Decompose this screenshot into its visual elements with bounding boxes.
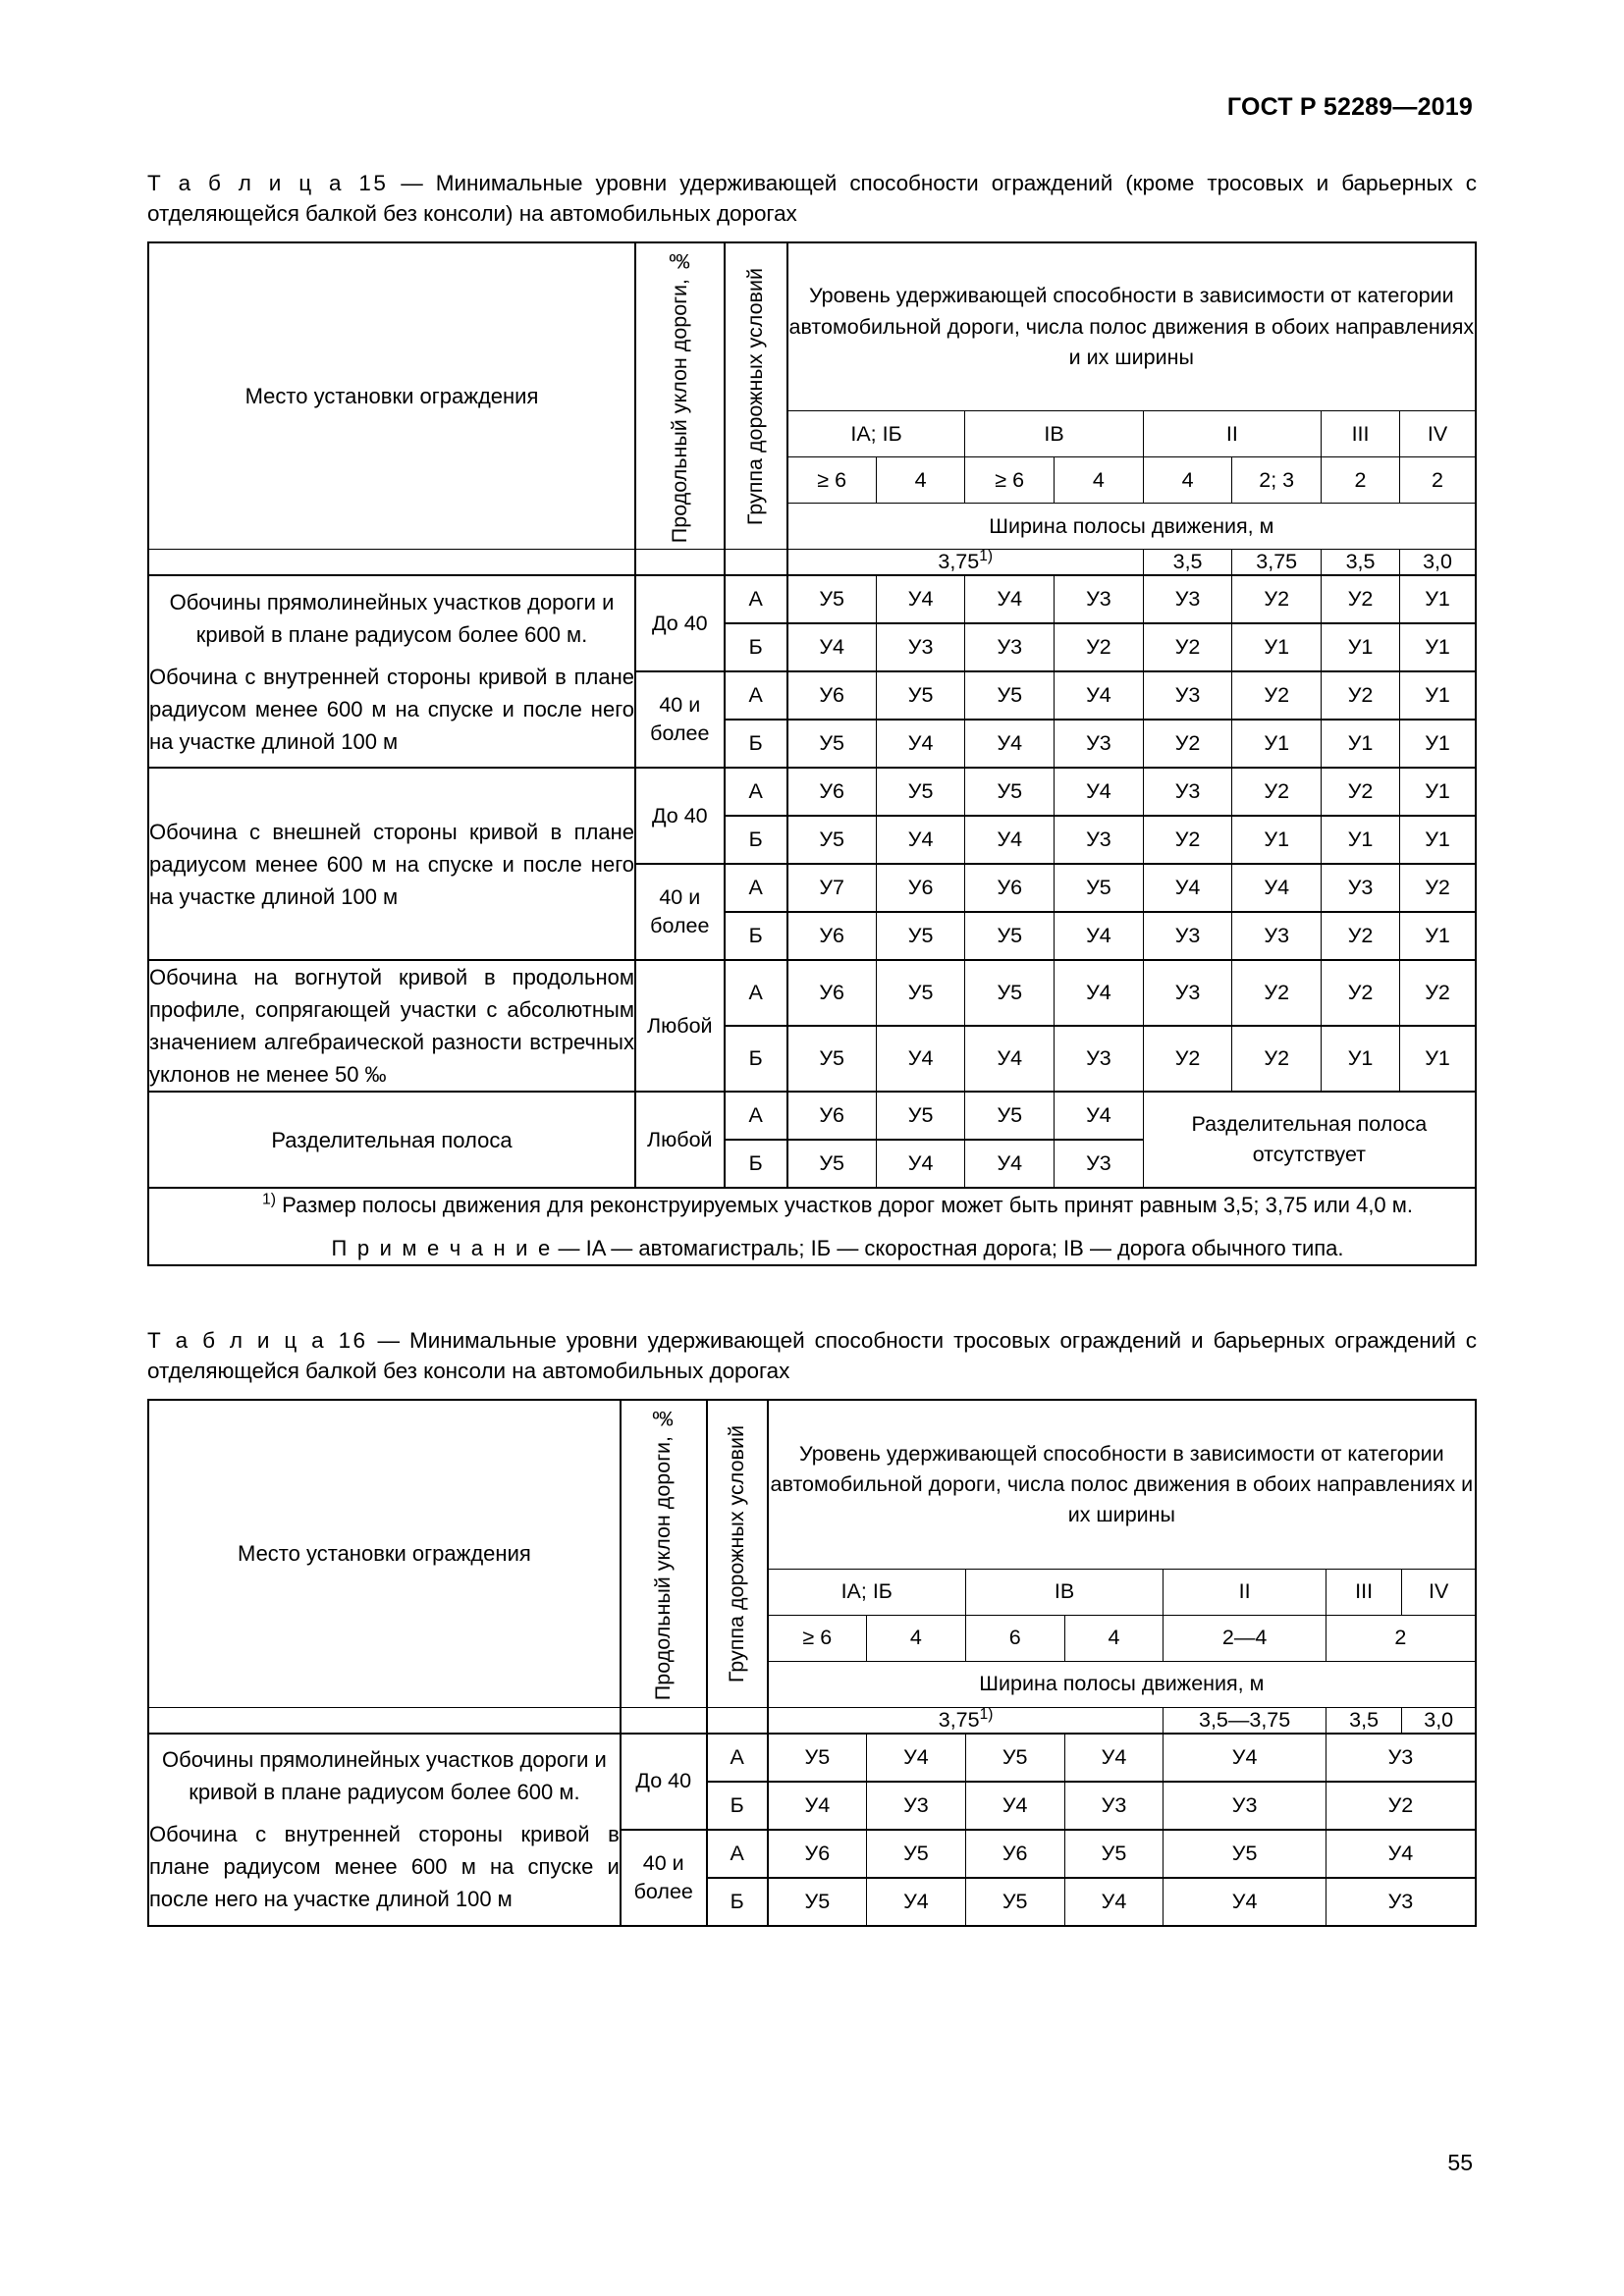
table15-block0-slope0-label: До 40 <box>635 575 725 671</box>
table15-value-cell: У1 <box>1400 623 1476 671</box>
table16-value-cell: У5 <box>1064 1830 1164 1878</box>
table15-value-cell: У7 <box>787 864 877 912</box>
table15-value-cell: У5 <box>965 768 1055 816</box>
table15-value-cell: У3 <box>1322 864 1400 912</box>
table15-value-cell: У2 <box>1322 768 1400 816</box>
table15-value-cell: У3 <box>1055 575 1144 623</box>
table15-header-group-spacer <box>725 550 787 576</box>
table15-value-cell: У1 <box>1322 720 1400 768</box>
table16-header-group-spacer <box>707 1707 768 1734</box>
table15-value-cell: У4 <box>965 575 1055 623</box>
table15-block1-slope1-label: 40 и более <box>635 864 725 960</box>
table16-width-3: 3,0 <box>1402 1707 1476 1734</box>
table16-group-cell: А <box>707 1830 768 1878</box>
table15-value-cell: У3 <box>876 623 965 671</box>
table15-lanes-1: 4 <box>876 457 965 504</box>
table15-group-cell: Б <box>725 720 787 768</box>
table15-value-cell: У5 <box>787 1140 877 1188</box>
table-row <box>148 1734 1476 1782</box>
table15-lanes-2: ≥ 6 <box>965 457 1055 504</box>
table16-value-cell: У4 <box>867 1734 966 1782</box>
table15-header-slope: Продольный уклон дороги, ‰ <box>635 242 725 550</box>
table15-value-cell: У2 <box>1232 960 1322 1026</box>
table15-block3-description: Разделительная полоса <box>148 1092 635 1188</box>
table15-value-cell: У1 <box>1400 912 1476 960</box>
table15-value-cell: У5 <box>876 768 965 816</box>
table16-width-1: 3,5—3,75 <box>1164 1707 1326 1734</box>
table15-value-cell: У1 <box>1232 623 1322 671</box>
table15-header-group: Группа дорожных условий <box>725 242 787 550</box>
table15-value-cell: У2 <box>1400 864 1476 912</box>
table15-category-1: IВ <box>965 411 1143 457</box>
table15-value-cell: У4 <box>876 1026 965 1092</box>
table15-value-cell: У2 <box>1143 720 1232 768</box>
table-row <box>148 575 1476 623</box>
table15-lanes-7: 2 <box>1400 457 1476 504</box>
table16-value-cell: У5 <box>1164 1830 1326 1878</box>
table15-value-cell: У4 <box>1055 1092 1144 1140</box>
table15-value-cell: У1 <box>1400 575 1476 623</box>
table15-value-cell: У1 <box>1232 816 1322 864</box>
table15-value-cell: У5 <box>965 912 1055 960</box>
table15-value-cell: У5 <box>787 575 877 623</box>
table15-value-cell: У4 <box>1055 768 1144 816</box>
table15-width-0: 3,75$^{1)}$ <box>787 550 1144 576</box>
table15-value-cell: У4 <box>876 816 965 864</box>
table15-value-cell: У2 <box>1232 1026 1322 1092</box>
table15-header-capacity: Уровень удерживающей способности в зависимости от категории автомобильной дороги, числа полос движения в обоих направлениях и их ширины <box>787 242 1476 411</box>
table15-width-1: 3,5 <box>1143 550 1232 576</box>
table15-value-cell: У6 <box>787 768 877 816</box>
table16-value-cell: У4 <box>867 1878 966 1926</box>
table15-lanes-4: 4 <box>1143 457 1232 504</box>
table16-group-cell: Б <box>707 1782 768 1830</box>
table16-value-cell: У3 <box>867 1782 966 1830</box>
table15-value-cell: У3 <box>1143 768 1232 816</box>
table16-header-place: Место установки ограждения <box>148 1400 621 1707</box>
table16-header-slope: Продольный уклон дороги, ‰ <box>621 1400 707 1707</box>
table15-block1-slope0-label: До 40 <box>635 768 725 864</box>
table16-header-group: Группа дорожных условий <box>707 1400 768 1707</box>
table15-value-cell: У4 <box>1055 960 1144 1026</box>
table-row <box>148 1092 1476 1140</box>
table16-value-cell: У6 <box>768 1830 867 1878</box>
table16-value-cell: У4 <box>1064 1734 1164 1782</box>
table15-value-cell: У2 <box>1143 1026 1232 1092</box>
table15-divider-absent-note: Разделительная полоса отсутствует <box>1143 1092 1476 1188</box>
table15-value-cell: У3 <box>1143 671 1232 720</box>
table16-group-cell: А <box>707 1734 768 1782</box>
table15-block0-slope1-label: 40 и более <box>635 671 725 768</box>
table16-block0-slope1-label: 40 и более <box>621 1830 707 1926</box>
page-number: 55 <box>1447 2150 1473 2175</box>
table15-lanes-0: ≥ 6 <box>787 457 877 504</box>
table-row <box>148 768 1476 816</box>
table15-category-2: II <box>1143 411 1321 457</box>
table15-block3-slope0-label: Любой <box>635 1092 725 1188</box>
table15-value-cell: У2 <box>1232 575 1322 623</box>
table15-header-place: Место установки ограждения <box>148 242 635 550</box>
table15-value-cell: У3 <box>1143 960 1232 1026</box>
table16-lanes-1: 4 <box>867 1615 966 1661</box>
table16-block0-description: Обочины прямолинейных участков дороги и кривой в плане радиусом более 600 м. Обочина с внутренней стороны кривой в плане радиусом менее 600 м на спуске и после него на участке длиной 100 м <box>148 1734 621 1926</box>
table15-value-cell: У1 <box>1232 720 1322 768</box>
table15-value-cell: У4 <box>1055 912 1144 960</box>
table15-value-cell: У3 <box>965 623 1055 671</box>
table15-value-cell: У1 <box>1400 1026 1476 1092</box>
table15-block1-description: Обочина с внешней стороны кривой в плане радиусом менее 600 м на спуске и после него на участке длиной 100 м <box>148 768 635 960</box>
table15-value-cell: У2 <box>1055 623 1144 671</box>
table15-group-cell: Б <box>725 1140 787 1188</box>
table15-value-cell: У5 <box>876 960 965 1026</box>
table15-header-place-spacer <box>148 550 635 576</box>
table15-value-cell: У1 <box>1322 816 1400 864</box>
table15-caption <box>147 168 1477 229</box>
table15-value-cell: У4 <box>1143 864 1232 912</box>
table15-value-cell: У1 <box>1400 768 1476 816</box>
table16-value-cell: У2 <box>1326 1782 1476 1830</box>
table15-value-cell: У3 <box>1143 912 1232 960</box>
table15-group-cell: А <box>725 864 787 912</box>
table15-value-cell: У1 <box>1400 816 1476 864</box>
table16-header-slope-spacer <box>621 1707 707 1734</box>
table15-lanes-3: 4 <box>1055 457 1144 504</box>
table16-header-place-spacer <box>148 1707 621 1734</box>
table15-footnote: $^{1)}$ Размер полосы движения для реконструируемых участков дорог может быть принят равным 3,5; 3,75 или 4,0 м. <box>261 1191 1414 1218</box>
table16-block0-slope0-label: До 40 <box>621 1734 707 1830</box>
table15-footnote-block <box>148 1188 1476 1265</box>
table15-width-2: 3,75 <box>1232 550 1322 576</box>
table15-value-cell: У5 <box>787 816 877 864</box>
table16-width-2: 3,5 <box>1326 1707 1402 1734</box>
table15-caption-text: — Минимальные уровни удерживающей способности ограждений (кроме тросовых и барьерных с отделяющейся балкой без консоли) на автомобильных дорогах <box>147 171 1477 227</box>
table15-group-cell: Б <box>725 1026 787 1092</box>
table15-group-cell: А <box>725 768 787 816</box>
table15-value-cell: У6 <box>787 1092 877 1140</box>
table15-value-cell: У2 <box>1400 960 1476 1026</box>
document-header: ГОСТ Р 52289—2019 <box>1226 93 1473 121</box>
table15-value-cell: У6 <box>787 960 877 1026</box>
table15-group-cell: А <box>725 960 787 1026</box>
table15-value-cell: У6 <box>787 912 877 960</box>
table15-value-cell: У5 <box>1055 864 1144 912</box>
table16-value-cell: У4 <box>768 1782 867 1830</box>
table16-value-cell: У5 <box>768 1878 867 1926</box>
table16-value-cell: У5 <box>965 1734 1064 1782</box>
table15-value-cell: У3 <box>1055 720 1144 768</box>
table15-value-cell: У2 <box>1143 816 1232 864</box>
table15-value-cell: У5 <box>876 1092 965 1140</box>
table15-value-cell: У2 <box>1143 623 1232 671</box>
table-row <box>148 960 1476 1026</box>
table16-value-cell: У3 <box>1326 1878 1476 1926</box>
table15-value-cell: У2 <box>1232 671 1322 720</box>
table15-header-slope-spacer <box>635 550 725 576</box>
table15-lanes-5: 2; 3 <box>1232 457 1322 504</box>
table15-value-cell: У4 <box>965 1140 1055 1188</box>
table16-lanes-5: 2 <box>1326 1615 1476 1661</box>
table15-value-cell: У5 <box>876 912 965 960</box>
table16-value-cell: У3 <box>1164 1782 1326 1830</box>
table15-value-cell: У4 <box>876 720 965 768</box>
table15-value-cell: У5 <box>787 1026 877 1092</box>
table15-value-cell: У5 <box>965 1092 1055 1140</box>
table15-value-cell: У1 <box>1322 1026 1400 1092</box>
table16-value-cell: У4 <box>1326 1830 1476 1878</box>
table15-block0-description: Обочины прямолинейных участков дороги и кривой в плане радиусом более 600 м. Обочина с внутренней стороны кривой в плане радиусом менее 600 м на спуске и после него на участке длиной 100 м <box>148 575 635 768</box>
table16-value-cell: У5 <box>965 1878 1064 1926</box>
table15-value-cell: У2 <box>1322 960 1400 1026</box>
table15-category-4: IV <box>1400 411 1476 457</box>
table15-category-0: IA; IБ <box>787 411 965 457</box>
table15-group-cell: А <box>725 1092 787 1140</box>
table16-lanes-4: 2—4 <box>1164 1615 1326 1661</box>
table15-value-cell: У5 <box>965 960 1055 1026</box>
table15-value-cell: У2 <box>1322 575 1400 623</box>
table15-value-cell: У5 <box>876 671 965 720</box>
table16-category-3: III <box>1326 1569 1402 1615</box>
table15-value-cell: У4 <box>965 816 1055 864</box>
table15-note: П р и м е ч а н и е — IA — автомагистраль; IБ — скоростная дорога; IВ — дорога обычного типа. <box>331 1236 1344 1261</box>
table16-lanes-2: 6 <box>965 1615 1064 1661</box>
table15-value-cell: У4 <box>876 1140 965 1188</box>
table15-value-cell: У3 <box>1055 1026 1144 1092</box>
table15-block2-slope0-label: Любой <box>635 960 725 1092</box>
table16-category-4: IV <box>1402 1569 1476 1615</box>
table16-value-cell: У4 <box>1164 1734 1326 1782</box>
table16-category-2: II <box>1164 1569 1326 1615</box>
table15-width-3: 3,5 <box>1322 550 1400 576</box>
table16-category-0: IA; IБ <box>768 1569 966 1615</box>
table16-value-cell: У6 <box>965 1830 1064 1878</box>
table15-value-cell: У4 <box>965 720 1055 768</box>
table15-value-cell: У2 <box>1232 768 1322 816</box>
table15-header-lane-width: Ширина полосы движения, м <box>787 504 1476 550</box>
table16-width-0: 3,75$^{1)}$ <box>768 1707 1164 1734</box>
table15-value-cell: У4 <box>787 623 877 671</box>
table16-lanes-3: 4 <box>1064 1615 1164 1661</box>
table16-value-cell: У4 <box>1164 1878 1326 1926</box>
table15-value-cell: У4 <box>1232 864 1322 912</box>
table15-value-cell: У4 <box>965 1026 1055 1092</box>
table16-caption <box>147 1325 1477 1386</box>
table15-value-cell: У6 <box>787 671 877 720</box>
table15-group-cell: А <box>725 575 787 623</box>
table16-value-cell: У4 <box>1064 1878 1164 1926</box>
table15-value-cell: У3 <box>1055 816 1144 864</box>
table16-lanes-0: ≥ 6 <box>768 1615 867 1661</box>
table15-value-cell: У4 <box>876 575 965 623</box>
table15-value-cell: У1 <box>1322 623 1400 671</box>
table15-group-cell: Б <box>725 623 787 671</box>
table15-group-cell: Б <box>725 912 787 960</box>
table15-value-cell: У5 <box>787 720 877 768</box>
table16-header-capacity: Уровень удерживающей способности в зависимости от категории автомобильной дороги, числа полос движения в обоих направлениях и их ширины <box>768 1400 1476 1569</box>
table16-category-1: IВ <box>965 1569 1164 1615</box>
table15-value-cell: У2 <box>1322 912 1400 960</box>
table16-value-cell: У4 <box>965 1782 1064 1830</box>
table16-caption-lead: Т а б л и ц а 16 <box>147 1328 368 1354</box>
table15-value-cell: У6 <box>876 864 965 912</box>
table15-value-cell: У4 <box>1055 671 1144 720</box>
table15 <box>147 241 1477 1266</box>
table16-group-cell: Б <box>707 1878 768 1926</box>
table15-value-cell: У2 <box>1322 671 1400 720</box>
table15-value-cell: У3 <box>1055 1140 1144 1188</box>
table16-value-cell: У3 <box>1064 1782 1164 1830</box>
table16-value-cell: У5 <box>867 1830 966 1878</box>
table16-caption-text: — Минимальные уровни удерживающей способности тросовых ограждений и барьерных ограждений с отделяющейся балкой без консоли на автомобильных дорогах <box>147 1328 1477 1384</box>
table15-value-cell: У3 <box>1143 575 1232 623</box>
table15-category-3: III <box>1322 411 1400 457</box>
table15-value-cell: У1 <box>1400 671 1476 720</box>
table16-header-lane-width: Ширина полосы движения, м <box>768 1661 1476 1707</box>
table15-value-cell: У5 <box>965 671 1055 720</box>
table16-value-cell: У5 <box>768 1734 867 1782</box>
table15-group-cell: Б <box>725 816 787 864</box>
table15-value-cell: У3 <box>1232 912 1322 960</box>
table15-value-cell: У6 <box>965 864 1055 912</box>
table15-caption-lead: Т а б л и ц а 15 <box>147 171 389 195</box>
table15-block2-description: Обочина на вогнутой кривой в продольном профиле, сопрягающей участки с абсолютным значением алгебраической разности встречных уклонов не менее 50 ‰ <box>148 960 635 1092</box>
table15-lanes-6: 2 <box>1322 457 1400 504</box>
table15-width-4: 3,0 <box>1400 550 1476 576</box>
table16 <box>147 1399 1477 1926</box>
table15-value-cell: У1 <box>1400 720 1476 768</box>
table16-value-cell: У3 <box>1326 1734 1476 1782</box>
table15-group-cell: А <box>725 671 787 720</box>
